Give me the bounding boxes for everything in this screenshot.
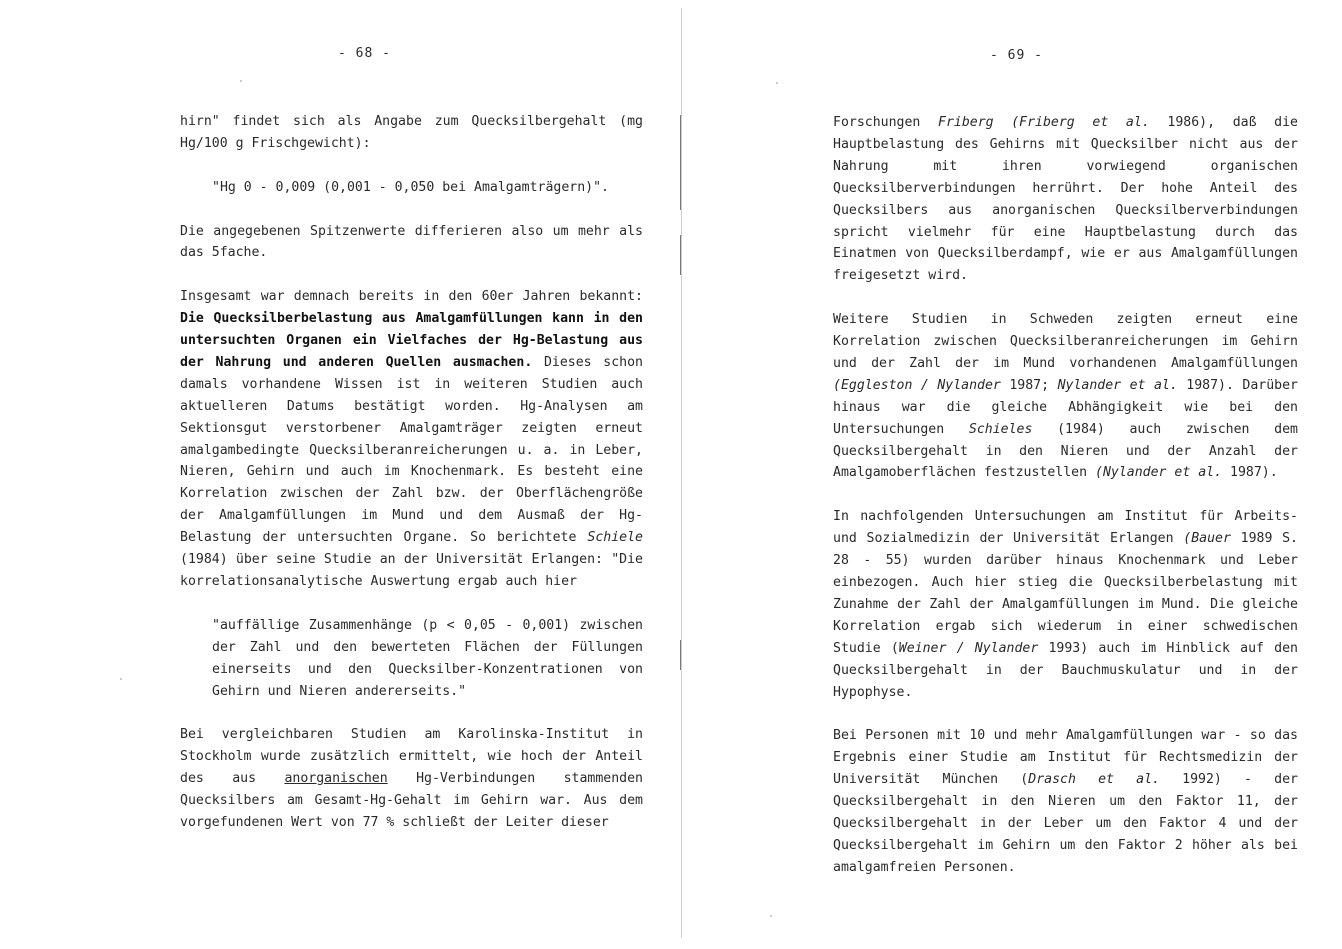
gutter-mark: [680, 115, 681, 210]
text-run: 1987). Darüber hinaus war die gleiche Abhängigkeit wie bei den Untersuchungen: [833, 377, 1298, 437]
text-run: (1984) über seine Studie an der Universität Erlangen: "Die korrelationsanalytische Auswertung ergab auch hier: [180, 552, 643, 589]
text-run: 1987).: [1222, 465, 1278, 481]
author-citation: (Nylander et al.: [1095, 465, 1223, 481]
text-run: Weitere Studien in Schweden zeigten erneut eine Korrelation zwischen Quecksilberanreicherungen im Gehirn und der Zahl der im Mund vorhandenen Amalgamfüllungen: [833, 312, 1298, 371]
gutter-mark: [680, 235, 681, 275]
author-citation: Nylander et al.: [1057, 377, 1178, 393]
author-citation: Friberg (Friberg et al.: [938, 115, 1150, 130]
text-run: Hg-Verbindungen stammenden Quecksilbers am Gesamt-Hg-Gehalt im Gehirn war. Aus dem vorgefundenen Wert von 77 % schließt der Leiter dieser: [180, 771, 643, 830]
text-run: 1987;: [1000, 377, 1058, 393]
text-run: 1993) auch im Hinblick auf den Quecksilbergehalt in der Bauchmuskulatur und in der Hypophyse.: [833, 640, 1298, 700]
text-run: 1986), daß die Hauptbelastung des Gehirns mit Quecksilber nicht aus der Nahrung mit ihren vorwiegend organischen Quecksilberverbindungen herrührt. Der hohe Anteil des Quecksilbers aus anorganischen Quecksilberverbindungen spricht vielmehr für eine Hauptbelastung durch das Einatmen von Quecksilberdampf, wie er aus Amalgamfüllungen freigesetzt wird.: [833, 115, 1299, 284]
author-citation: Schiele: [587, 530, 643, 546]
right-text-column: [833, 112, 1298, 879]
text-run: Dieses schon damals vorhandene Wissen ist in weiteren Studien auch aktuelleren Datums bestätigt worden. Hg-Analysen am Sektionsgut verstorbener Amalgamträger zeigten erneut amalgambedingte Quecksilberanreicherungen u. a. in Leber, Nieren, Gehirn und auch im Knochenmark. Es besteht eine Korrelation zwischen der Zahl bzw. der Oberflächengröße der Amalgamfüllungen im Mund und dem Ausmaß der Hg-Belastung der untersuchten Organe. So berichtete: [180, 354, 643, 546]
paragraph: [180, 724, 643, 834]
paragraph: [833, 112, 1298, 287]
paragraph: [833, 309, 1298, 484]
quotation: "auffällige Zusammenhänge (p < 0,05 - 0,001) zwischen der Zahl und den bewerteten Flächen der Füllungen einerseits und den Quecksilber-Konzentrationen von Gehirn und Nieren andererseits.": [212, 617, 643, 699]
quotation: "Hg 0 - 0,009 (0,001 - 0,050 bei Amalgamträgern)".: [212, 179, 609, 195]
right-page: [682, 0, 1342, 949]
text-run: Bei vergleichbaren Studien am Karolinska-Institut in Stockholm wurde zusätzlich ermittelt, wie hoch der Anteil des aus: [180, 727, 643, 787]
text-run: Forschungen: [833, 115, 938, 130]
paragraph: [833, 506, 1298, 703]
page-number: - 68 -: [338, 46, 391, 61]
page-number: - 69 -: [990, 48, 1043, 63]
text-run: Bei Personen mit 10 und mehr Amalgamfüllungen war - so das Ergebnis einer Studie am Institut für Rechtsmedizin der Universität München (: [833, 728, 1298, 788]
text-run: (1984) auch zwischen dem Quecksilbergehalt in den Nieren und der Anzahl der Amalgamoberflächen festzustellen: [833, 421, 1298, 481]
paragraph: Die angegebenen Spitzenwerte differieren also um mehr als das 5fache.: [180, 223, 643, 261]
author-citation: Weiner / Nylander: [898, 640, 1039, 656]
paragraph: [180, 286, 643, 593]
bold-statement: Die Quecksilberbelastung aus Amalgamfüllungen kann in den untersuchten Organen ein Vielfaches der Hg-Belastung aus der Nahrung und anderen Quellen ausmachen.: [180, 311, 643, 370]
text-run: Insgesamt war demnach bereits in den 60er Jahren bekannt:: [180, 289, 643, 305]
text-run: 1992) - der Quecksilbergehalt in den Nieren um den Faktor 11, der Quecksilbergehalt in der Leber um den Faktor 4 und der Quecksilbergehalt im Gehirn um den Faktor 2 höher als bei amalgamfreien Personen.: [833, 772, 1298, 875]
text-run: 1989 S. 28 - 55) wurden darüber hinaus Knochenmark und Leber einbezogen. Auch hier stieg die Quecksilberbelastung mit Zunahme der Zahl der Amalgamfüllungen im Mund. Die gleiche Korrelation ergab sich wiederum in einer schwedischen Studie (: [833, 531, 1298, 656]
author-citation: Drasch et al.: [1028, 772, 1160, 788]
author-citation: Schieles: [968, 421, 1033, 437]
left-text-column: [180, 111, 643, 834]
author-citation: (Bauer: [1183, 531, 1231, 547]
gutter-mark: [680, 640, 681, 670]
author-citation: (Eggleston / Nylander: [833, 377, 1001, 393]
paragraph: hirn" findet sich als Angabe zum Quecksilbergehalt (mg Hg/100 g Frischgewicht):: [180, 114, 643, 151]
underlined-word: anorganischen: [284, 771, 388, 787]
paragraph: [833, 725, 1298, 878]
text-run: In nachfolgenden Untersuchungen am Institut für Arbeits- und Sozialmedizin der Universität Erlangen: [833, 509, 1298, 547]
